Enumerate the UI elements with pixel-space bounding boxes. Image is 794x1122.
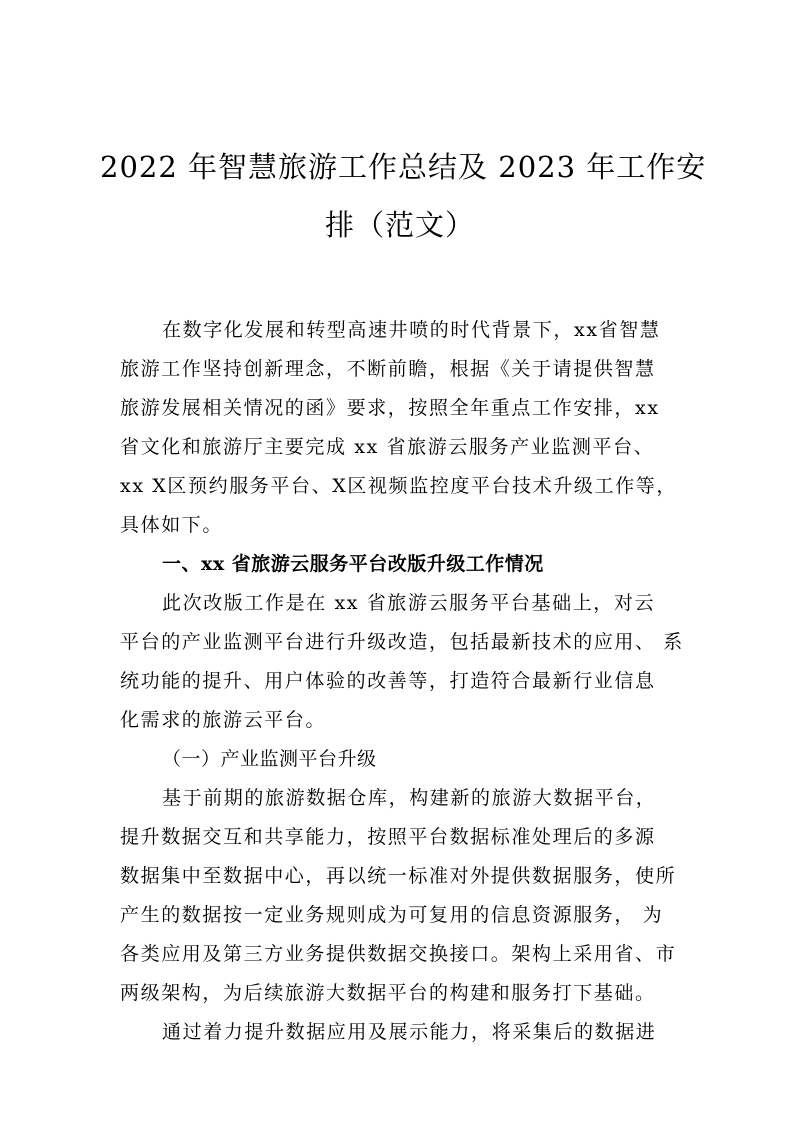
subsection-heading: （一）产业监测平台升级 [162,748,377,770]
section-paragraph-line: 统功能的提升、用户体验的改善等，打造符合最新行业信息 [120,670,656,692]
subsection-paragraph-line: 数据集中至数据中心，再以统一标准对外提供数据服务，使所 [120,865,677,887]
intro-paragraph-line: 旅游发展相关情况的函》要求，按照全年重点工作安排，xx [120,397,660,419]
intro-paragraph-line: 省文化和旅游厅主要完成 xx 省旅游云服务产业监测平台、 [120,436,655,458]
document-title-line-1: 2022 年智慧旅游工作总结及 2023 年工作安 [100,150,707,184]
section-paragraph-line: 平台的产业监测平台进行升级改造，包括最新技术的应用、 系 [120,631,684,653]
intro-paragraph-line: 旅游工作坚持创新理念，不断前瞻，根据《关于请提供智慧 [120,358,656,380]
section-paragraph-line: 此次改版工作是在 xx 省旅游云服务平台基础上，对云 [162,592,656,614]
section-paragraph-line: 化需求的旅游云平台。 [120,709,327,731]
section-heading: 一、xx 省旅游云服务平台改版升级工作情况 [162,553,544,575]
document-title-line-2: 排（范文） [324,208,475,242]
subsection-paragraph-line: 产生的数据按一定业务规则成为可复用的信息资源服务， 为 [120,904,664,926]
subsection-paragraph-line: 提升数据交互和共享能力，按照平台数据标准处理后的多源 [120,826,656,848]
subsection-paragraph-line: 各类应用及第三方业务提供数据交换接口。架构上采用省、市 [120,943,677,965]
intro-paragraph-line: xx X区预约服务平台、X区视频监控度平台技术升级工作等， [120,475,677,497]
subsection-paragraph-line: 基于前期的旅游数据仓库，构建新的旅游大数据平台， [162,787,657,809]
subsection-paragraph-line: 通过着力提升数据应用及展示能力，将采集后的数据进 [162,1021,657,1043]
intro-paragraph-line: 在数字化发展和转型高速井喷的时代背景下，xx省智慧 [162,319,661,341]
subsection-paragraph-line: 两级架构，为后续旅游大数据平台的构建和服务打下基础。 [120,982,656,1004]
intro-paragraph-line: 具体如下。 [120,514,224,536]
